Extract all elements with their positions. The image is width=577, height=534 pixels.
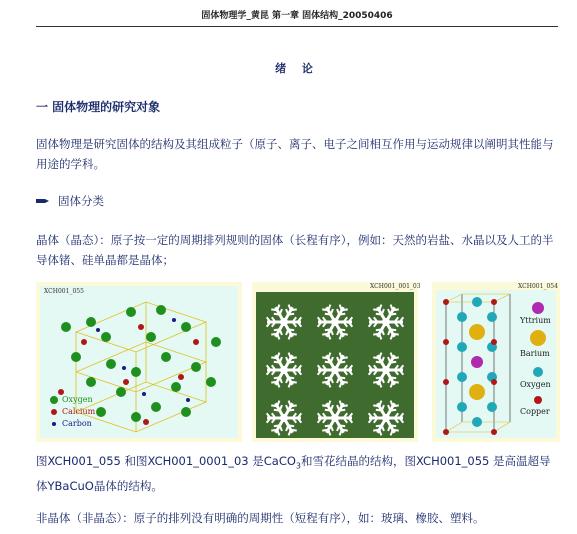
figure-caco3 bbox=[36, 282, 242, 442]
header-rule bbox=[36, 26, 558, 27]
legend-carbon: Carbon bbox=[62, 419, 92, 428]
figure-snowflakes bbox=[252, 282, 421, 442]
figure-snowflakes-label: XCH001_001_03 bbox=[370, 283, 421, 290]
legend-calcium: Calcium bbox=[62, 407, 96, 416]
bullet-classification bbox=[36, 193, 104, 209]
caption-part2: 和雪花结晶的结构，图XCH001_055 是高温超导体YBaCuO晶体的结构。 bbox=[36, 454, 551, 494]
caption-part1: 图XCH001_055 和图XCH001_0001_03 是CaCO bbox=[36, 454, 296, 468]
section-heading: 一 固体物理的研究对象 bbox=[36, 100, 161, 114]
pointing-hand-icon bbox=[36, 194, 50, 208]
figure-caco3-label: XCH001_055 bbox=[44, 288, 84, 295]
crystal-paragraph: 晶体（晶态）：原子按一定的周期排列规则的固体（长程有序），例如：天然的岩盐、水晶以及人工的半导体锗、硅单晶都是晶体； bbox=[36, 233, 554, 267]
legend-copper: Copper bbox=[520, 407, 550, 416]
legend-oxygen-2: Oxygen bbox=[520, 380, 551, 389]
figure-caption bbox=[36, 451, 560, 496]
intro-paragraph: 固体物理是研究固体的结构及其组成粒子（原子、离子、电子之间相互作用与运动规律以阐明其性能与用途的学科。 bbox=[36, 137, 554, 171]
legend-barium: Barium bbox=[520, 349, 550, 358]
bullet-label: 固体分类 bbox=[58, 194, 104, 208]
caption-subscript: 3 bbox=[295, 461, 301, 471]
figure-ybacuo bbox=[432, 282, 560, 442]
legend-oxygen: Oxygen bbox=[62, 395, 93, 404]
figure-ybacuo-label: XCH001_054 bbox=[518, 283, 558, 290]
amorphous-paragraph: 非晶体（非晶态）：原子的排列没有明确的周期性（短程有序），如：玻璃、橡胶、塑料。 bbox=[36, 511, 485, 525]
legend-yttrium: Yttrium bbox=[520, 316, 551, 325]
page-header: 固体物理学_黄昆 第一章 固体结构_20050406 bbox=[201, 11, 393, 21]
page-title: 绪 论 bbox=[275, 62, 319, 75]
